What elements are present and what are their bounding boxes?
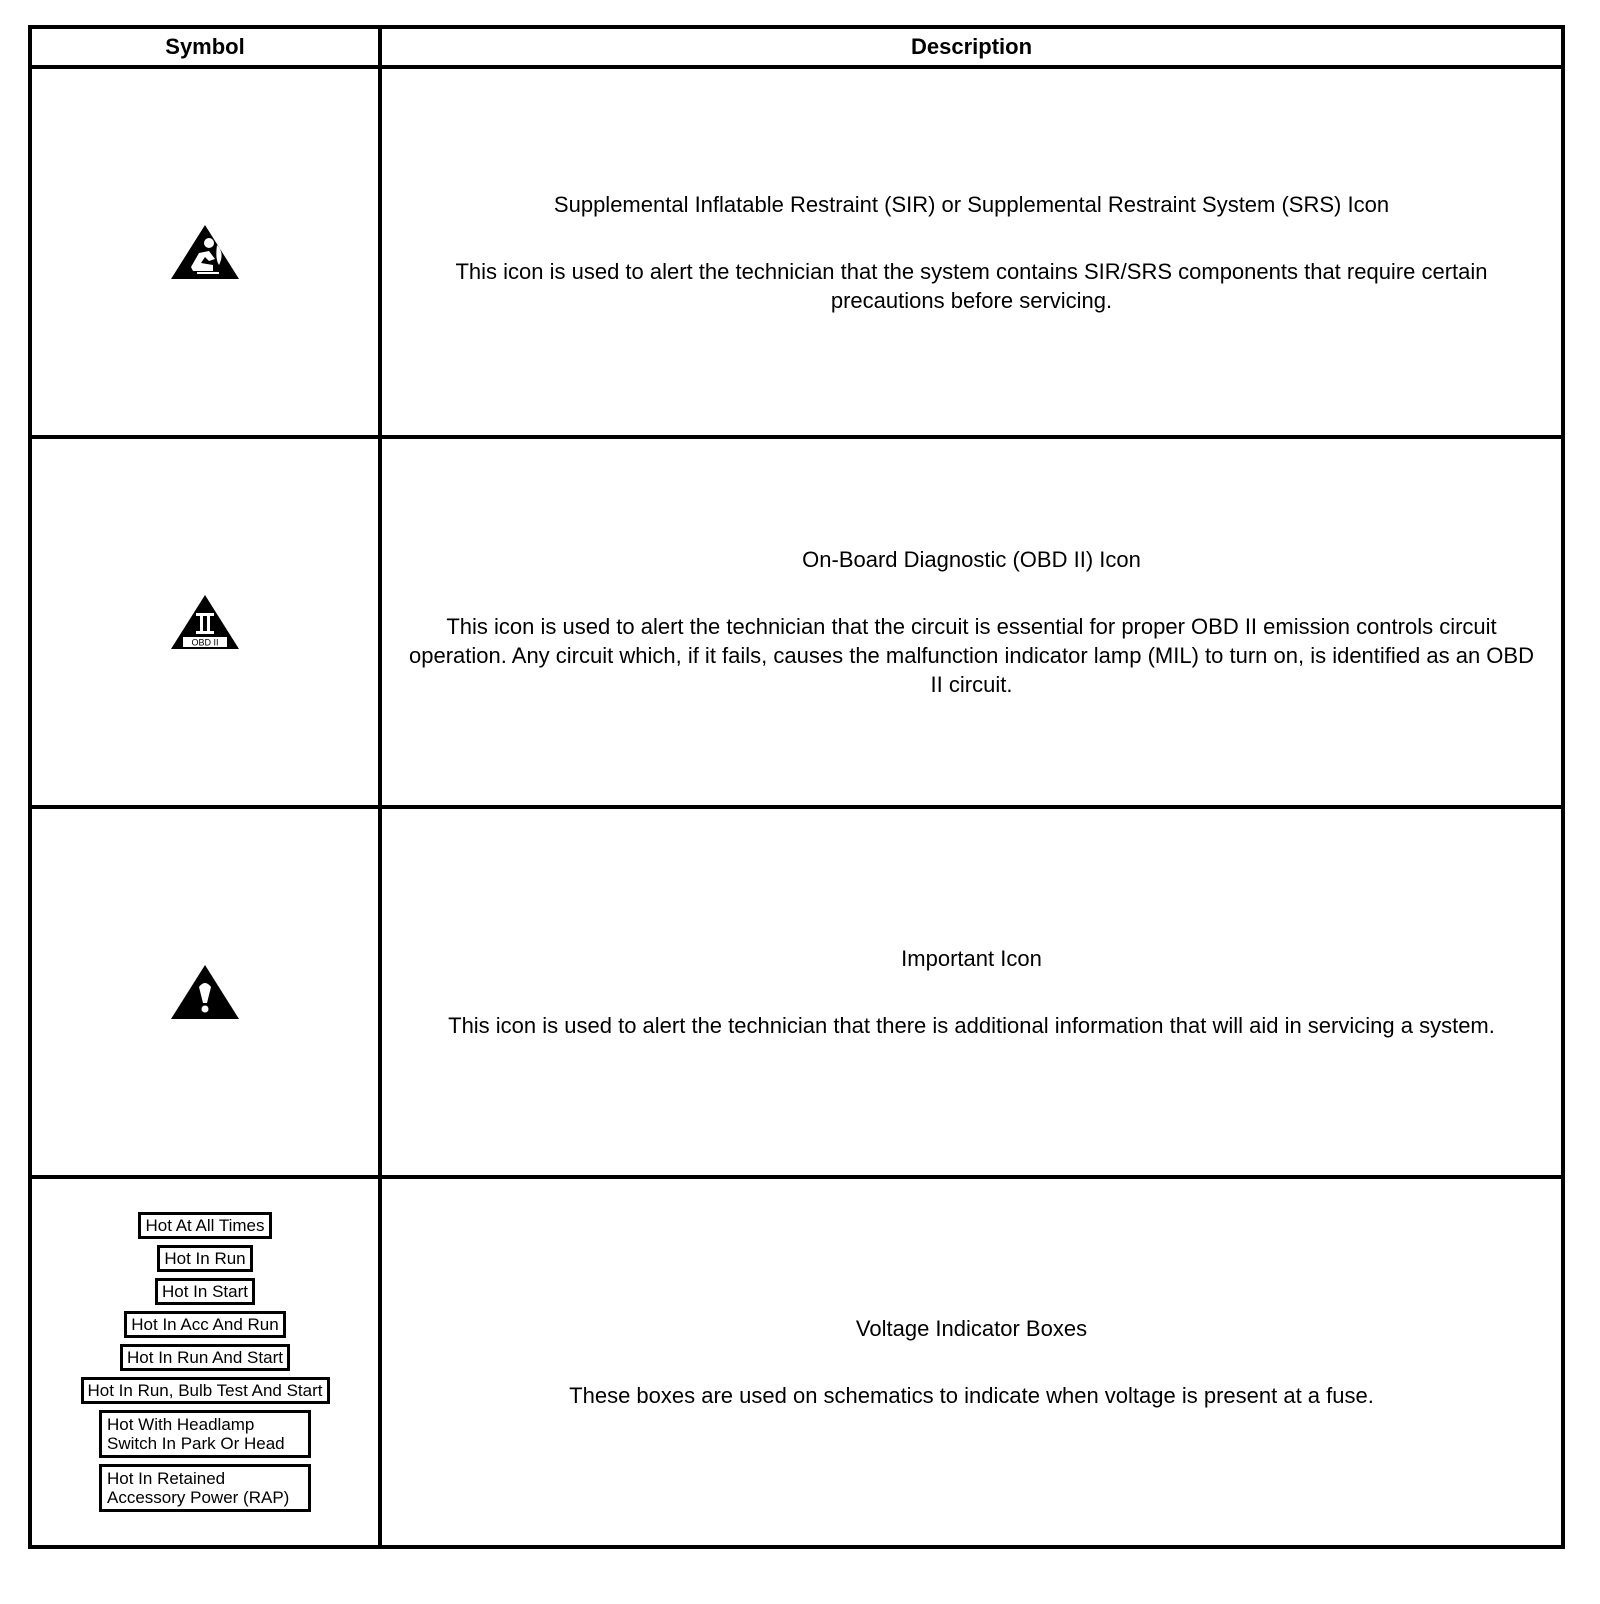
symbol-description-table [28, 25, 1565, 1549]
table-row [30, 1177, 1563, 1547]
symbol-cell [30, 437, 380, 807]
voltage-box: Hot In Run [157, 1245, 252, 1272]
row-description: This icon is used to alert the technician that the system contains SIR/SRS components that require certain precautions before servicing. [455, 258, 1488, 313]
voltage-box-line: Hot In Retained [107, 1469, 226, 1488]
voltage-box: Hot In Acc And Run [124, 1311, 285, 1338]
symbol-cell [30, 807, 380, 1177]
symbol-cell [30, 1177, 380, 1547]
symbol-column-header: Symbol [30, 27, 380, 67]
obd-icon-label: OBD II [191, 637, 219, 648]
voltage-box [99, 1464, 311, 1512]
row-description: This icon is used to alert the technician that there is additional information that will aid in servicing a system. [448, 1013, 1495, 1038]
row-title: Supplemental Inflatable Restraint (SIR) or Supplemental Restraint System (SRS) Icon [553, 191, 1390, 217]
voltage-box-line: Switch In Park Or Head [107, 1434, 285, 1453]
obd-ii-icon [169, 593, 241, 651]
row-description: This icon is used to alert the technician that the circuit is essential for proper OBD II emission controls circuit operation. Any circuit which, if it fails, causes the malfunction indicator lamp (MIL) to turn on, is identified as an OBD II circuit. [409, 614, 1534, 697]
voltage-box-line: Hot With Headlamp [107, 1415, 255, 1434]
description-cell [380, 1177, 1563, 1547]
symbol-cell [30, 67, 380, 437]
important-icon [169, 963, 241, 1021]
table-header-row [30, 27, 1563, 67]
voltage-box [99, 1410, 311, 1458]
description-column-header: Description [380, 27, 1563, 67]
row-title: Voltage Indicator Boxes [855, 1316, 1088, 1341]
table-row [30, 807, 1563, 1177]
sir-srs-warning-icon [169, 223, 241, 281]
voltage-box: Hot In Run, Bulb Test And Start [81, 1377, 330, 1404]
row-description: These boxes are used on schematics to indicate when voltage is present at a fuse. [569, 1383, 1374, 1408]
table-row [30, 67, 1563, 437]
voltage-box: Hot At All Times [138, 1212, 271, 1239]
row-title: Important Icon [901, 946, 1042, 971]
row-title: On-Board Diagnostic (OBD II) Icon [802, 547, 1141, 572]
description-cell [380, 67, 1563, 437]
voltage-box-line: Accessory Power (RAP) [107, 1488, 290, 1507]
table-row [30, 437, 1563, 807]
description-cell [380, 807, 1563, 1177]
voltage-box: Hot In Start [155, 1278, 255, 1305]
voltage-box: Hot In Run And Start [120, 1344, 290, 1371]
voltage-indicator-boxes [32, 1212, 378, 1512]
description-cell [380, 437, 1563, 807]
